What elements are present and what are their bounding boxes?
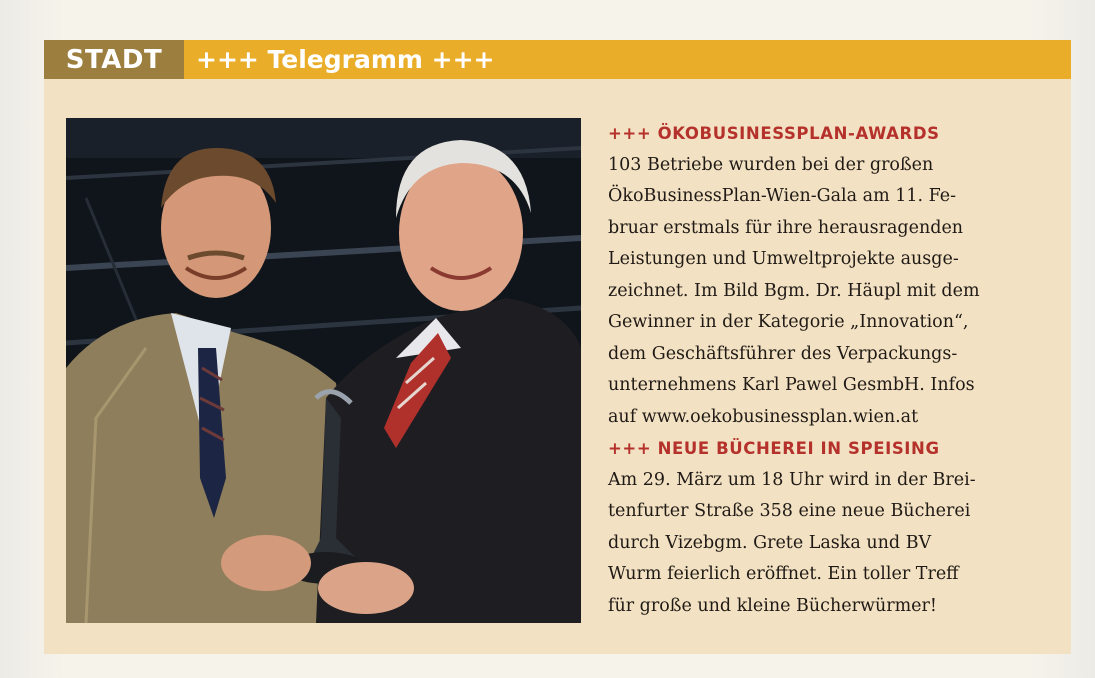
article-line: Leistungen und Umweltprojekte ausge- [608,249,959,269]
article-line: Gewinner in der Kategorie „Innovation“, [608,312,969,332]
article-line: tenfurter Straße 358 eine neue Bücherei [608,501,971,521]
photo-illustration [66,118,581,623]
article-line: dem Geschäftsführer des Verpackungs- [608,343,958,364]
article-line: 103 Betriebe wurden bei der großen [608,154,934,175]
article-line: zeichnet. Im Bild Bgm. Dr. Häupl mit dem [608,280,980,301]
article-line: durch Vizebgm. Grete Laska und BV [608,532,932,553]
telegram-panel [44,40,1071,654]
article-headline: +++ NEUE BÜCHEREI IN SPEISING [608,439,940,458]
article-line: Am 29. März um 18 Uhr wird in der Brei- [608,469,976,490]
news-photo [66,118,581,623]
article-line: unternehmens Karl Pawel GesmbH. Infos [608,375,975,395]
header-title: +++ Telegramm +++ [196,45,495,74]
article-headline: +++ ÖKOBUSINESSPLAN-AWARDS [608,124,940,143]
article-line: auf www.oekobusinessplan.wien.at [608,406,919,427]
article-line: für große und kleine Bücherwürmer! [608,595,937,616]
article-oekobusinessplan [608,118,1063,433]
article-line: Wurm feierlich eröffnet. Ein toller Treff [608,564,959,584]
article-line: ÖkoBusinessPlan-Wien-Gala am 11. Fe- [608,186,957,206]
article-line: bruar erstmals für ihre herausragenden [608,217,964,238]
section-label: STADT [44,40,184,79]
header-bar [44,40,1071,79]
articles-column [608,118,1063,622]
article-buecherei [608,433,1063,622]
